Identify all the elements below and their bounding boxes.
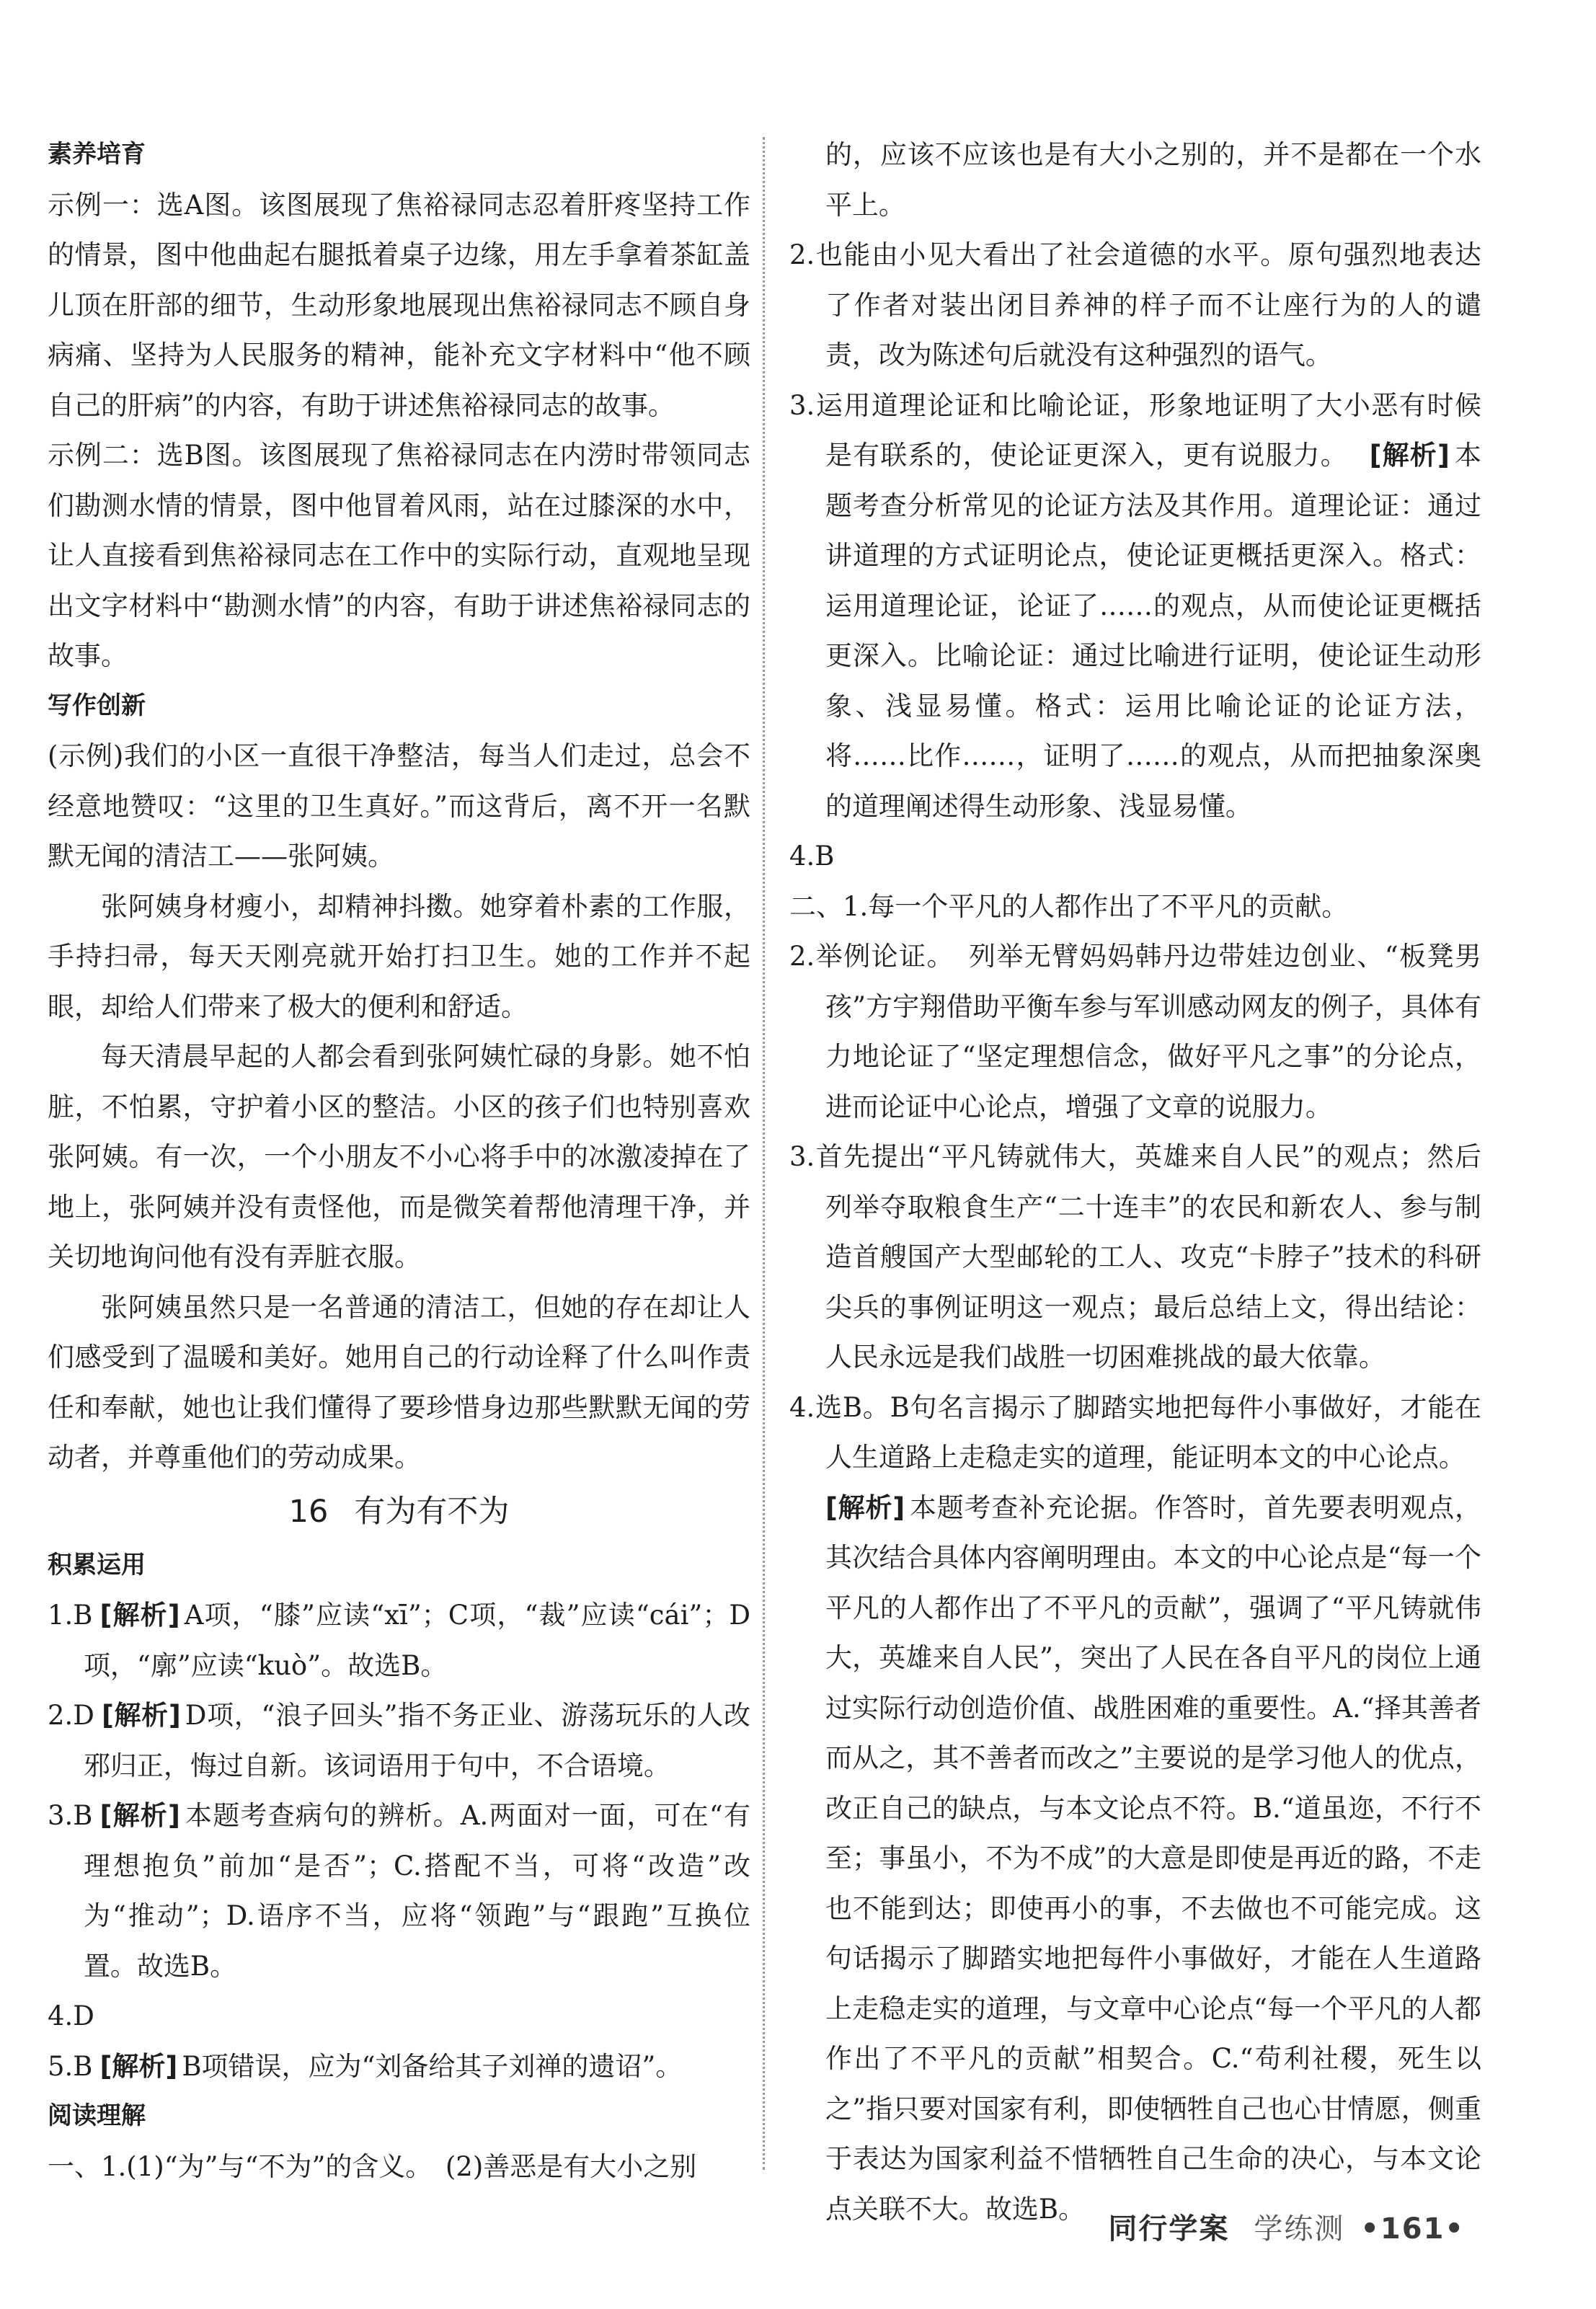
analysis-tag: [解析] — [101, 1700, 181, 1731]
analysis-tag: [解析] — [99, 1800, 180, 1831]
essay-paragraph-3: 每天清晨早起的人都会看到张阿姨忙碌的身影。她不怕脏，不怕累，守护着小区的整洁。小区的孩子们也特别喜欢张阿姨。有一次，一个小朋友不小心将手中的冰激凌掉在了地上，张阿姨并没有责怪他，而是微笑着帮他清理干净，并关切地询问他有没有弄脏衣服。 — [48, 1041, 750, 1272]
answer-item-3: 3.B [解析] 本题考查病句的辨析。A.两面对一面，可在“有理想抱负”前加“是否”；C.搭配不当，可将“改造”改为“推动”；D.语序不当，应将“领跑”与“跟跑”互换位置。故选B。 — [48, 1800, 750, 1982]
part2-answer-2: 2.举例论证。 列举无臂妈妈韩丹边带娃边创业、“板凳男孩”方宇翔借助平衡车参与军训感动网友的例子，具体有力地论证了“坚定理想信念，做好平凡之事”的分论点，进而论证中心论点，增强了文章的说服力。 — [789, 941, 1481, 1122]
reading-answer-2: 2.也能由小见大看出了社会道德的水平。原句强烈地表达了作者对装出闭目养神的样子而不让座行为的人的谴责，改为陈述句后就没有这种强烈的语气。 — [789, 239, 1481, 371]
footer-subtitle: 学练测 — [1254, 2212, 1345, 2246]
reading-answer-1-continued: 的，应该不应该也是有大小之别的，并不是都在一个水平上。 — [825, 139, 1481, 221]
reading-answer-4: 4.B — [789, 841, 835, 872]
reading-answer-3: 3.运用道理论证和比喻论证，形象地证明了大小恶有时候是有联系的，使论证更深入，更有说服力。 [解析] 本题考查分析常见的论证方法及其作用。道理论证：通过讲道理的方式证明论点，使论证更概括更深入。格式：运用道理论证，论证了……的观点，从而使论证更概括更深入。比喻论证：通过比喻进行证明，使论证生动形象、浅显易懂。格式：运用比喻论证的论证方法，将……比作……，证明了……的观点，从而把抽象深奥的道理阐述得生动形象、浅显易懂。 — [789, 389, 1482, 822]
essay-paragraph-4: 张阿姨虽然只是一名普通的清洁工，但她的存在却让人们感受到了温暖和美好。她用自己的行动诠释了什么叫作责任和奉献，她也让我们懂得了要珍惜身边那些默默无闻的劳动者，并尊重他们的劳动成果。 — [48, 1291, 750, 1473]
section-heading-suyang: 素养培育 — [48, 140, 146, 169]
footer-brand: 同行学案 — [1108, 2212, 1230, 2246]
essay-paragraph-2: 张阿姨身材瘦小，却精神抖擞。她穿着朴素的工作服，手持扫帚，每天天刚亮就开始打扫卫生。她的工作并不起眼，却给人们带来了极大的便利和舒适。 — [48, 890, 750, 1022]
page-number: •161• — [1360, 2212, 1465, 2246]
analysis-tag: [解析] — [1369, 440, 1450, 471]
analysis-tag: [解析] — [99, 2050, 178, 2082]
chapter-name: 有为有不为 — [354, 1493, 510, 1530]
part2-answer-3: 3.首先提出“平凡铸就伟大，英雄来自人民”的观点；然后列举夺取粮食生产“二十连丰”的农民和新农人、参与制造首艘国产大型邮轮的工人、攻克“卡脖子”技术的科研尖兵的事例证明这一观点；最后总结上文，得出结论：人民永远是我们战胜一切困难挑战的最大依靠。 — [789, 1141, 1481, 1373]
answer-item-5: 5.B [解析] B项错误，应为“刘备给其子刘禅的遗诏”。 — [48, 2050, 683, 2082]
column-divider — [763, 137, 765, 2170]
analysis-tag: [解析] — [825, 1492, 905, 1523]
section-heading-yuedu: 阅读理解 — [48, 2101, 146, 2130]
answer-item-1: 1.B [解析] A项，“膝”应读“xī”；C项，“裁”应读“cái”；D项，“廓”应读“kuò”。故选B。 — [48, 1600, 750, 1681]
chapter-title — [48, 1483, 750, 1541]
part2-answer-1: 二、1.每一个平凡的人都作出了不平凡的贡献。 — [789, 890, 1349, 922]
section-heading-jilei: 积累运用 — [48, 1550, 146, 1579]
reading-answer-1: 一、1.(1)“为”与“不为”的含义。 (2)善恶是有大小之别 — [48, 2150, 697, 2182]
answer-item-2: 2.D [解析] D项，“浪子回头”指不务正业、游荡玩乐的人改邪归正，悔过自新。该词语用于句中，不合语境。 — [48, 1700, 751, 1781]
chapter-number: 16 — [288, 1493, 329, 1530]
suyang-example-2: 示例二：选B图。该图展现了焦裕禄同志在内涝时带领同志们勘测水情的情景，图中他冒着风雨，站在过膝深的水中，让人直接看到焦裕禄同志在工作中的实际行动，直观地呈现出文字材料中“勘测水情”的内容，有助于讲述焦裕禄同志的故事。 — [48, 440, 750, 671]
analysis-tag: [解析] — [99, 1600, 180, 1631]
part2-answer-4: 4.选B。B句名言揭示了脚踏实地把每件小事做好，才能在人生道路上走稳走实的道理，能证明本文的中心论点。 — [789, 1391, 1481, 1473]
page-footer — [1108, 2206, 1465, 2247]
suyang-example-1: 示例一：选A图。该图展现了焦裕禄同志忍着肝疼坚持工作的情景，图中他曲起右腿抵着桌子边缘，用左手拿着茶缸盖儿顶在肝部的细节，生动形象地展现出焦裕禄同志不顾自身病痛、坚持为人民服务的精神，能补充文字材料中“他不顾自己的肝病”的内容，有助于讲述焦裕禄同志的故事。 — [48, 189, 750, 421]
part2-answer-4-analysis: [解析] 本题考查补充论据。作答时，首先要表明观点，其次结合具体内容阐明理由。本文的中心论点是“每一个平凡的人都作出了不平凡的贡献”，强调了“平凡铸就伟大，英雄来自人民”，突出了人民在各自平凡的岗位上通过实际行动创造价值、战胜困难的重要性。A.“择其善者而从之，其不善者而改之”主要说的是学习他人的优点，改正自己的缺点，与本文论点不符。B.“道虽迩，不行不至；事虽小，不为不成”的大意是即使是再近的路，不走也不能到达；即使再小的事，不去做也不可能完成。这句话揭示了脚踏实地把每件小事做好，才能在人生道路上走稳走实的道理，与文章中心论点“每一个平凡的人都作出了不平凡的贡献”相契合。C.“苟利社稷，死生以之”指只要对国家有利，即使牺牲自己也心甘情愿，侧重于表达为国家利益不惜牺牲自己生命的决心，与本文论点关联不大。故选B。 — [825, 1492, 1482, 2225]
answer-item-4: 4.D — [48, 2000, 94, 2031]
essay-paragraph-1: (示例)我们的小区一直很干净整洁，每当人们走过，总会不经意地赞叹：“这里的卫生真好。”而这背后，离不开一名默默无闻的清洁工——张阿姨。 — [48, 740, 750, 872]
section-heading-xiezuo: 写作创新 — [48, 691, 146, 720]
right-column — [789, 130, 1481, 2234]
left-column — [48, 130, 750, 2191]
